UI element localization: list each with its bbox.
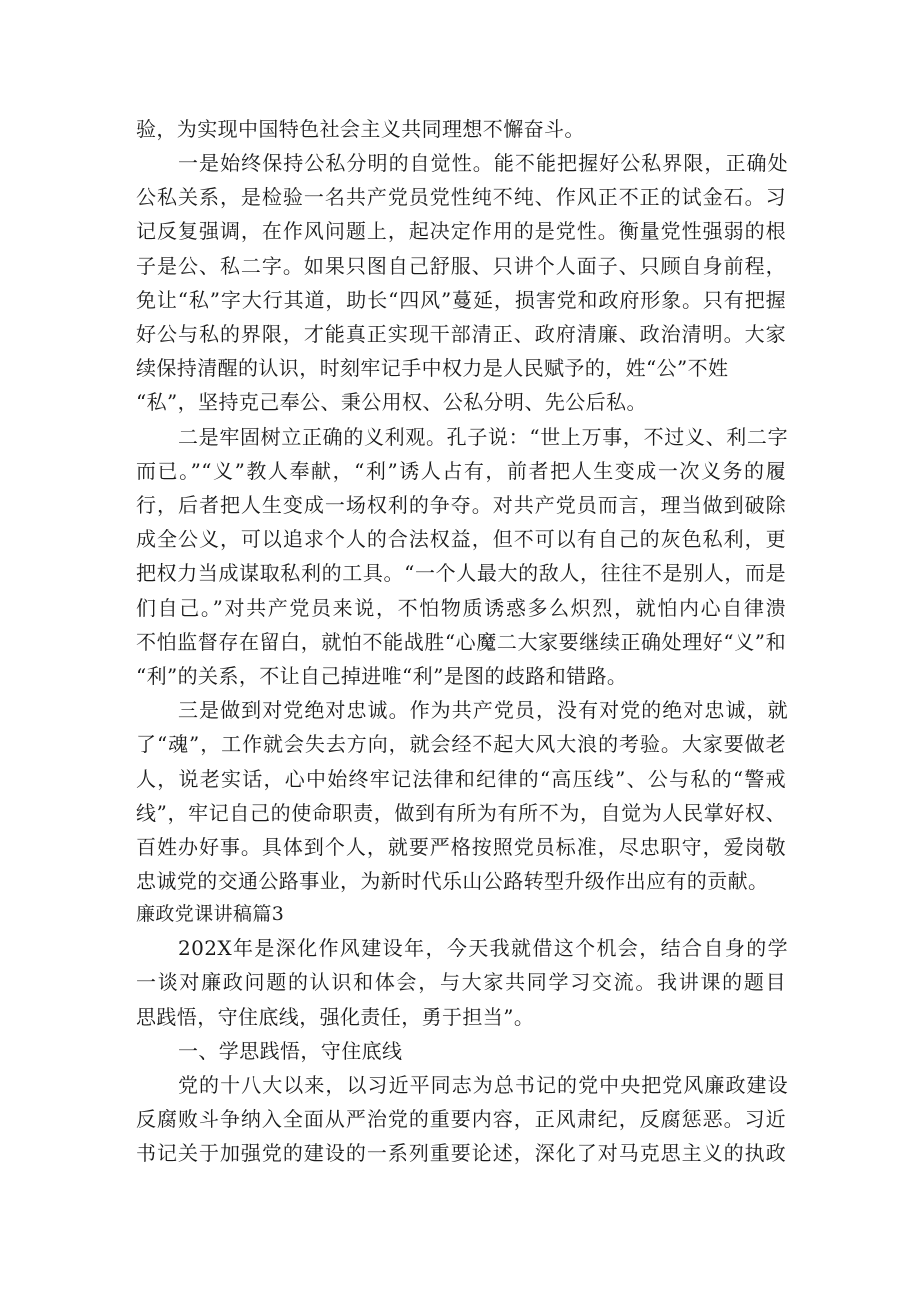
- text-line: 线”，牢记自己的使命职责，做到有所为有所不为，自觉为人民掌好权、: [136, 801, 786, 825]
- text-line: 反腐败斗争纳入全面从严治党的重要内容，正风肃纪，反腐惩恶。习近: [136, 1107, 786, 1131]
- text-line: 成全公义，可以追求个人的合法权益，但不可以有自己的灰色私利，更: [136, 527, 786, 551]
- text-line: 好公与私的界限，才能真正实现干部清正、政府清廉、政治清明。大家: [136, 322, 786, 346]
- paragraph-first-line: 二是牢固树立正确的义利观。孔子说：“世上万事，不过义、利二字: [178, 425, 788, 449]
- paragraph-first-line: 三是做到对党绝对忠诚。作为共产党员，没有对党的绝对忠诚，就: [178, 698, 788, 722]
- text-line: 不怕监督存在留白，就怕不能战胜“心魔二大家要继续正确处理好“义”和: [136, 630, 786, 654]
- subsection-heading: 一、学思践悟，守住底线: [178, 1039, 403, 1063]
- paragraph-first-line: 一是始终保持公私分明的自觉性。能不能把握好公私界限，正确处: [178, 151, 788, 175]
- section-heading: 廉政党课讲稿篇3: [136, 903, 285, 925]
- text-line: “私”，坚持克己奉公、秉公用权、公私分明、先公后私。: [136, 390, 647, 414]
- text-line: 而已。”“义”教人奉献，“利”诱人占有，前者把人生变成一次义务的履: [136, 459, 786, 483]
- text-line: 免让“私”字大行其道，助长“四风”蔓延，损害党和政府形象。只有把握: [136, 288, 786, 312]
- text-line: 忠诚党的交通公路事业，为新时代乐山公路转型升级作出应有的贡献。: [136, 869, 769, 893]
- text-line: 人，说老实话，心中始终牢记法律和纪律的“高压线”、公与私的“警戒: [136, 767, 786, 791]
- paragraph-first-line: 党的十八大以来，以习近平同志为总书记的党中央把党风廉政建设: [178, 1073, 788, 1097]
- text-line: 书记关于加强党的建设的一系列重要论述，深化了对马克思主义的执政: [136, 1141, 786, 1165]
- text-line: “利”的关系，不让自己掉进唯“利”是图的歧路和错路。: [136, 664, 628, 688]
- text-line: 验，为实现中国特色社会主义共同理想不懈奋斗。: [136, 117, 585, 141]
- text-line: 公私关系，是检验一名共产党员党性纯不纯、作风正不正的试金石。习: [136, 185, 786, 209]
- text-line: 记反复强调，在作风问题上，起决定作用的是党性。衡量党性强弱的根: [136, 219, 786, 243]
- text-line: 一谈对廉政问题的认识和体会，与大家共同学习交流。我讲课的题目: [136, 970, 786, 994]
- text-line: 行，后者把人生变成一场权利的争夺。对共产党员而言，理当做到破除: [136, 493, 786, 517]
- text-line: 把权力当成谋取私利的工具。“一个人最大的敌人，往往不是别人，而是: [136, 561, 786, 585]
- text-line: 子是公、私二字。如果只图自己舒服、只讲个人面子、只顾自身前程，: [136, 254, 786, 278]
- text-line: 百姓办好事。具体到个人，就要严格按照党员标准，尽忠职守，爱岗敬: [136, 835, 786, 859]
- text-line: 思践悟，守住底线，强化责任，勇于担当”。: [136, 1005, 535, 1029]
- text-line: 了“魂”，工作就会失去方向，就会经不起大风大浪的考验。大家要做老: [136, 732, 786, 756]
- paragraph-first-line: 202X年是深化作风建设年，今天我就借这个机会，结合自身的学: [178, 936, 788, 960]
- text-line: 们自己。”对共产党员来说，不怕物质诱惑多么炽烈，就怕内心自律溃: [136, 596, 786, 620]
- text-line: 续保持清醒的认识，时刻牢记手中权力是人民赋予的，姓“公”不姓: [136, 356, 729, 380]
